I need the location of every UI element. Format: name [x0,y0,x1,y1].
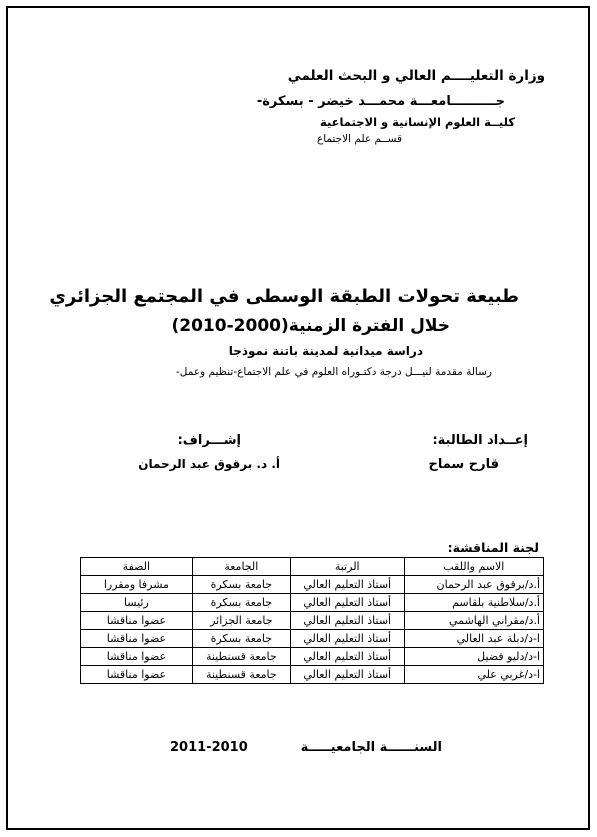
department-line: قســم علم الاجتماع [316,133,402,145]
member-university: جامعة الجزائر [192,612,290,630]
member-role: عضوا مناقشا [81,612,193,630]
member-role: عضوا مناقشا [81,666,193,684]
committee-header-row [81,558,544,576]
member-rank: أستاذ التعليم العالي [290,576,404,594]
header-role: الصفة [81,558,193,576]
member-name: ا-د/دليو فضيل [404,648,543,666]
committee-label: لجنة المناقشة: [447,540,539,555]
prepared-by-label: إعــداد الطالبة: [432,433,528,448]
committee-table [80,557,544,684]
member-rank: أستاذ التعليم العالي [290,630,404,648]
member-rank: أستاذ التعليم العالي [290,594,404,612]
table-row [81,576,544,594]
member-university: جامعة بسكرة [192,594,290,612]
member-role: عضوا مناقشا [81,648,193,666]
table-row [81,648,544,666]
thesis-title-line1: طبيعة تحولات الطبقة الوسطى في المجتمع الجزائري [49,286,519,307]
member-name: ا-د/غربي علي [404,666,543,684]
member-name: ا-د/دبلة عبد العالي [404,630,543,648]
member-role: رئيسا [81,594,193,612]
header-name: الاسم واللقب [404,558,543,576]
supervisor-name: أ. د. برقوق عبد الرحمان [138,457,280,471]
academic-year-value: 2011-2010 [170,740,248,755]
thesis-title-line2: خلال الفترة الزمنية(2000-2010) [171,316,450,336]
student-name: قارح سماح [428,457,499,472]
member-university: جامعة قسنطينة [192,648,290,666]
header-university: الجامعة [192,558,290,576]
member-name: أ.د/برقوق عبد الرحمان [404,576,543,594]
ministry-line: وزارة التعليــــم العالي و البحث العلمي [287,68,545,84]
thesis-subtitle: دراسة ميدانية لمدينة باتنة نموذجا [228,344,423,358]
academic-year-label: السنــــــة الجامعيـــــة [300,740,442,755]
member-rank: أستاذ التعليم العالي [290,666,404,684]
table-row [81,666,544,684]
member-rank: أستاذ التعليم العالي [290,648,404,666]
member-university: جامعة قسنطينة [192,666,290,684]
member-university: جامعة بسكرة [192,630,290,648]
member-name: أ.د/سلاطنية بلقاسم [404,594,543,612]
member-role: عضوا مناقشا [81,630,193,648]
table-row [81,612,544,630]
supervision-label: إشـــراف: [177,433,241,448]
member-rank: أستاذ التعليم العالي [290,612,404,630]
member-role: مشرفا ومقررا [81,576,193,594]
member-name: أ.د/مقراني الهاشمي [404,612,543,630]
page-border [6,6,590,830]
thesis-degree-line: رسالة مقدمة لنيـــل درجة دكتـوراه العلوم في علم الاجتماع-تنظيم وعمل- [175,366,492,378]
university-line: جــــــــــامعـــة محمـــد خيضر - بسكرة- [256,94,505,109]
table-row [81,594,544,612]
header-rank: الرتبة [290,558,404,576]
table-row [81,630,544,648]
member-university: جامعة بسكرة [192,576,290,594]
faculty-line: كليــة العلوم الإنسانية و الاجتماعية [319,115,515,129]
